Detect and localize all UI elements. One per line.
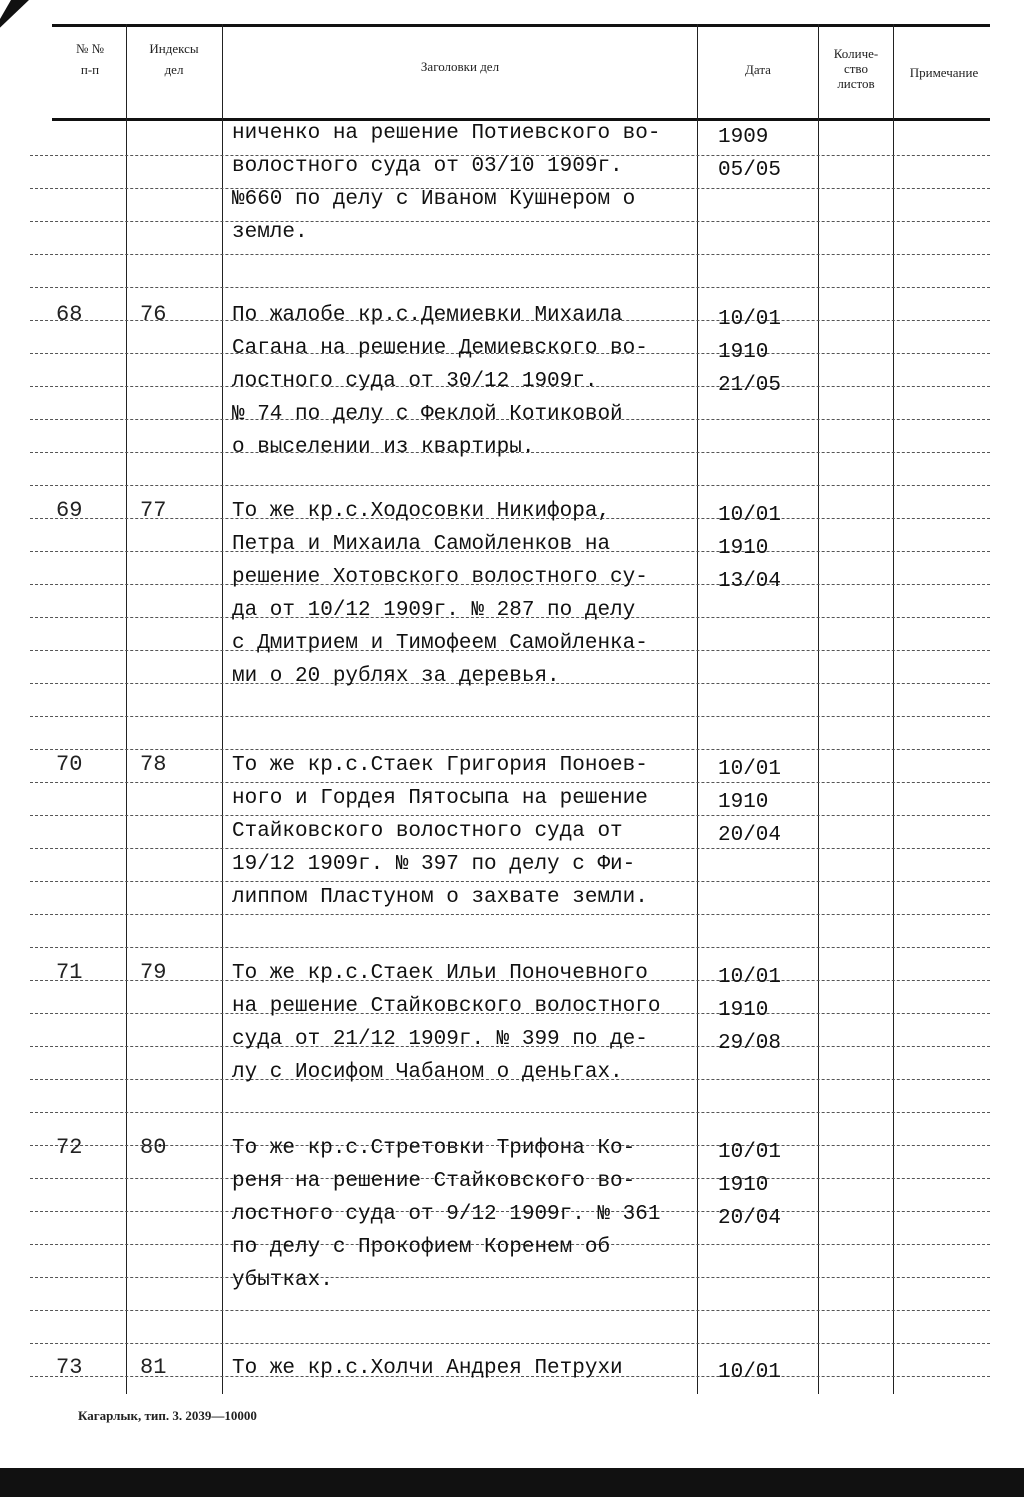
entry-date-line: 1910 <box>718 537 769 560</box>
ruled-line <box>30 254 990 255</box>
entry-date-line: 05/05 <box>718 159 782 182</box>
ruled-line <box>30 485 990 486</box>
header-number-line: № № <box>75 41 105 56</box>
entry-number: 72 <box>56 1135 83 1160</box>
entry-index: 77 <box>140 498 167 523</box>
entry-title-line: То же кр.с.Стаек Григория Поноев- <box>232 754 648 777</box>
entry-number: 73 <box>56 1355 83 1380</box>
entry-date-line: 20/04 <box>718 824 782 847</box>
entry-title-line: По жалобе кр.с.Демиевки Михаила <box>232 304 623 327</box>
entry-title-line: волостного суда от 03/10 1909г. <box>232 155 623 178</box>
entry-title-line: То же кр.с.Стаек Ильи Поночевного <box>232 962 648 985</box>
entry-date-line: 1910 <box>718 341 769 364</box>
entry-title-line: о выселении из квартиры. <box>232 436 535 459</box>
entry-date-line: 10/01 <box>718 1361 782 1384</box>
entry-title-line: на решение Стайковского волостного <box>232 995 661 1018</box>
ruled-line <box>30 1310 990 1311</box>
entry-title-line: 19/12 1909г. № 397 по делу с Фи- <box>232 853 636 876</box>
ruled-line <box>30 287 990 288</box>
entry-title-line: То же кр.с.Холчи Андрея Петрухи <box>232 1357 623 1380</box>
entry-title-line: лу с Иосифом Чабаном о деньгах. <box>232 1061 623 1084</box>
entry-date-line: 20/04 <box>718 1207 782 1230</box>
entry-index: 80 <box>140 1135 167 1160</box>
entry-title-line: с Дмитрием и Тимофеем Самойленка- <box>232 632 648 655</box>
entry-date-line: 10/01 <box>718 966 782 989</box>
header-index-line: Индексы <box>149 41 199 56</box>
header-note: Примечание <box>909 65 979 80</box>
entry-index: 76 <box>140 302 167 327</box>
entry-title-line: Сагана на решение Демиевского во- <box>232 337 648 360</box>
ruled-line <box>30 782 990 783</box>
entry-date-line: 10/01 <box>718 504 782 527</box>
entry-index: 78 <box>140 752 167 777</box>
entry-number: 70 <box>56 752 83 777</box>
entry-date-line: 1909 <box>718 126 769 149</box>
ruled-line <box>30 1277 990 1278</box>
entry-index: 79 <box>140 960 167 985</box>
ruled-line <box>30 716 990 717</box>
entry-title-line: ного и Гордея Пятосыпа на решение <box>232 787 648 810</box>
entry-title-line: липпом Пластуном о захвате земли. <box>232 886 648 909</box>
entry-title-line: № 74 по делу с Феклой Котиковой <box>232 403 623 426</box>
entry-title-line: То же кр.с.Стретовки Трифона Ко- <box>232 1137 636 1160</box>
ruled-line <box>30 749 990 750</box>
entry-index: 81 <box>140 1355 167 1380</box>
scan-edge <box>0 1468 1024 1497</box>
entry-title-line: №660 по делу с Иваном Кушнером о <box>232 188 636 211</box>
header-number-line: п-п <box>80 62 100 77</box>
entry-date-line: 1910 <box>718 999 769 1022</box>
ruled-line <box>30 881 990 882</box>
entry-title-line: лостного суда от 30/12 1909г. <box>232 370 598 393</box>
ruled-line <box>30 848 990 849</box>
printer-imprint: Кагарлык, тип. 3. 2039—10000 <box>78 1408 257 1423</box>
header-sheet-count-line: Количе- <box>833 46 879 61</box>
entry-title-line: убытках. <box>232 1269 333 1292</box>
header-index-line: дел <box>164 62 184 77</box>
ruled-line <box>30 221 990 222</box>
entry-title-line: решение Хотовского волостного су- <box>232 566 648 589</box>
entry-title-line: То же кр.с.Ходосовки Никифора, <box>232 500 611 523</box>
header-sheet-count-line: листов <box>837 76 875 91</box>
entry-title-line: ми о 20 рублях за деревья. <box>232 665 560 688</box>
entry-number: 68 <box>56 302 83 327</box>
ruled-line <box>30 815 990 816</box>
entry-title-line: Петра и Михаила Самойленков на <box>232 533 611 556</box>
ruled-line <box>30 914 990 915</box>
entry-date-line: 1910 <box>718 1174 769 1197</box>
ruled-line <box>30 947 990 948</box>
entry-title-line: ниченко на решение Потиевского во- <box>232 122 661 145</box>
header-date: Дата <box>745 62 771 77</box>
header-sheet-count-line: ство <box>843 61 868 76</box>
entry-date-line: 10/01 <box>718 308 782 331</box>
entry-date-line: 10/01 <box>718 1141 782 1164</box>
entry-number: 71 <box>56 960 83 985</box>
entry-title-line: земле. <box>232 221 308 244</box>
entry-title-line: по делу с Прокофием Коренем об <box>232 1236 611 1259</box>
entry-title-line: да от 10/12 1909г. № 287 по делу <box>232 599 636 622</box>
ruled-line <box>30 1343 990 1344</box>
entry-title-line: реня на решение Стайковского во- <box>232 1170 636 1193</box>
entry-date-line: 29/08 <box>718 1032 782 1055</box>
entry-date-line: 1910 <box>718 791 769 814</box>
entry-date-line: 10/01 <box>718 758 782 781</box>
entry-date-line: 21/05 <box>718 374 782 397</box>
header-title: Заголовки дел <box>420 59 500 74</box>
entry-title-line: лостного суда от 9/12 1909г. № 361 <box>232 1203 661 1226</box>
ruled-line <box>30 1112 990 1113</box>
entry-title-line: суда от 21/12 1909г. № 399 по де- <box>232 1028 648 1051</box>
entry-number: 69 <box>56 498 83 523</box>
entry-date-line: 13/04 <box>718 570 782 593</box>
entry-title-line: Стайковского волостного суда от <box>232 820 623 843</box>
